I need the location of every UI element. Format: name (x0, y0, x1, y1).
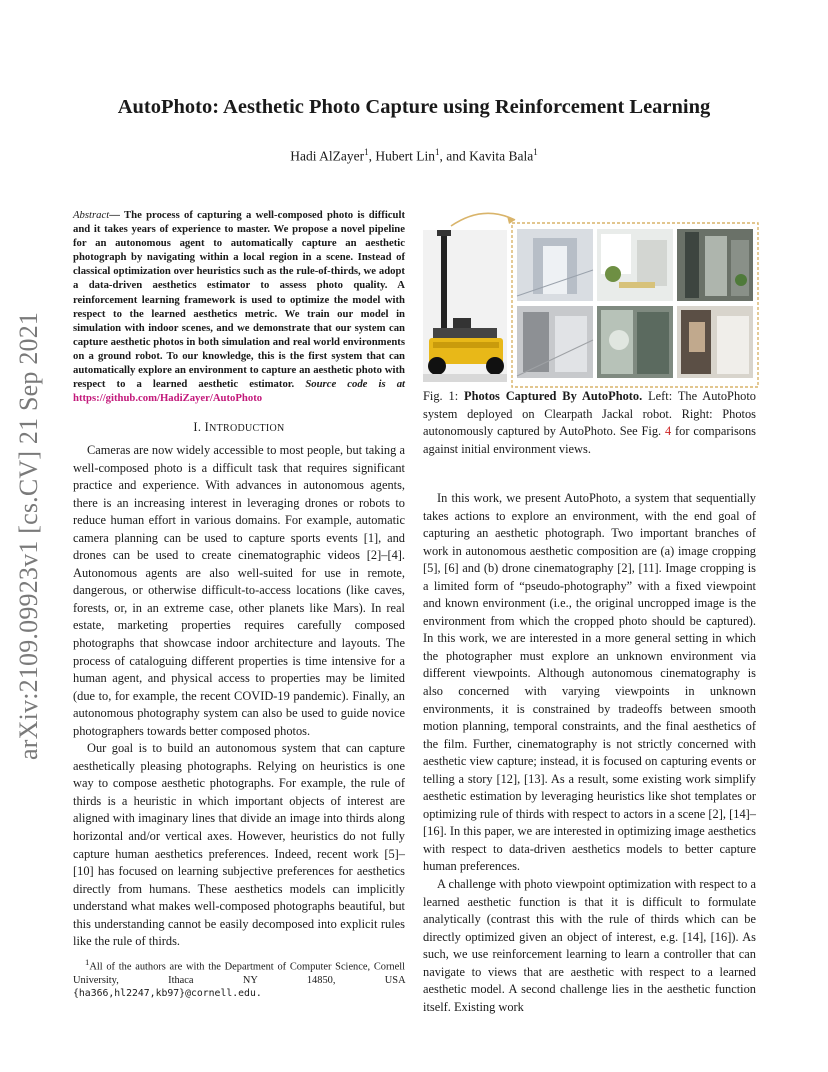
paragraph: Cameras are now widely accessible to most people, but taking a well-composed photo is a difficult task that requires significant practice and experience. With advances in autonomous agents, there is an increasing interest in leveraging drones or robots to reduce human effort in various domains. For example, automatic camera planning can be used to capture sports events [1], and drones can be used to create cinematographic videos [2]–[4]. Autonomous agents are also well-suited for use in remote, dangerous, or otherwise difficult-to-access locations (like caves, forests, or, in an extreme case, other planets like Mars). In real estate, marketing properties requires carefully composed photographs that showcase indoor architecture and layouts. The process of cataloguing different properties is time intensive for a human agent, and physical access to properties may be limited (due to, for example, the recent COVID-19 pandemic). Finally, an autonomous photography system can also be used to guide novice photographers towards better composed photos. (73, 443, 405, 738)
abstract-label: Abstract (73, 209, 110, 221)
section-title-initial: I (204, 420, 210, 434)
section-title-rest: NTRODUCTION (209, 423, 285, 434)
section-number: I. (193, 420, 205, 434)
figure-1 (423, 200, 763, 390)
captured-photo (597, 229, 673, 301)
affiliation-mark: 1 (533, 147, 538, 157)
paper-title: AutoPhoto: Aesthetic Photo Capture using Reinforcement Learning (117, 96, 711, 118)
author-separator: , (368, 148, 376, 164)
footnote (73, 956, 405, 1001)
figure-caption (423, 388, 756, 458)
figure-label: Fig. 1: (423, 389, 465, 403)
caption-text: Left: The AutoPhoto system deployed on Clearpath Jackal robot. Right: Photos autonomously captured by AutoPhoto. See Fig. (423, 389, 756, 439)
source-code-link[interactable]: https://github.com/HadiZayer/AutoPhoto (73, 392, 263, 405)
captured-photo (517, 306, 593, 378)
author-name: Hubert Lin (375, 148, 435, 164)
right-column-body (423, 490, 756, 1016)
abstract-dash: — (109, 209, 124, 221)
affiliation-mark: 1 (364, 147, 369, 157)
captured-photo (677, 306, 753, 378)
author-separator: , and (439, 148, 470, 164)
footnote-mark: 1 (85, 957, 90, 967)
abstract (73, 208, 405, 405)
intro-body (73, 442, 405, 951)
captured-photo (597, 306, 673, 378)
abstract-text: The process of capturing a well-composed photo is difficult and it takes years of experience to master. We propose a novel pipeline for an autonomous agent to automatically capture an aesthetic photograph by navigating within a local region in a scene. Instead of classical optimization over heuristics such as the rule-of-thirds, we adopt a data-driven aesthetics estimator to assess photo quality. A reinforcement learning framework is used to optimize the model with respect to the learned aesthetics metric. We train our model in simulation with indoor scenes, and we demonstrate that our system can capture aesthetic photos in both simulation and real world environments on a ground robot. To our knowledge, this is the first system that can automatically explore an environment to capture an aesthetic photo with respect to a learned aesthetic estimator. (73, 209, 405, 391)
source-code-label: Source code is at (305, 378, 406, 391)
paragraph: Our goal is to build an autonomous system that can capture aesthetically pleasing photographs. Relying on heuristics is one way to compose aesthetic photographs. For example, the rule of thirds is a heuristic in which important objects of interest are aligned with imaginary lines that divide an image into thirds along horizontal and/or vertical axes. However, heuristics do not fully capture human aesthetics preferences. Indeed, recent work [5]–[10] has focused on learning subjective preferences for aesthetics directly from humans. These aesthetics models can implicitly understand what makes well-composed photographs beautiful, but this understanding cannot be easily decomposed into explicit rules like the rule of thirds. (73, 741, 405, 949)
section-heading (73, 420, 405, 435)
arrow-icon (451, 213, 515, 226)
author-list (0, 147, 828, 165)
affiliation-mark: 1 (435, 147, 440, 157)
captured-photo (677, 229, 753, 301)
figure-reference-link[interactable]: 4 (665, 424, 672, 439)
robot-photo (423, 230, 507, 382)
paragraph: A challenge with photo viewpoint optimization with respect to a learned aesthetic function is that it is difficult to formulate analytically (contrast this with the rule of thirds which can be directly optimized given an object of interest, e.g. [14], [16]). As such, we use reinforcement learning to learn a controller that can navigate to views that are aesthetic with respect to a learned aesthetic model. A second challenge lies in the aesthetic function itself. Existing work (423, 877, 756, 1014)
caption-text: for comparisons against initial environment views. (423, 424, 756, 456)
footnote-emails: {ha366,hl2247,kb97}@cornell.edu. (73, 988, 262, 1000)
arxiv-stamp: arXiv:2109.09923v1 [cs.CV] 21 Sep 2021 (14, 311, 43, 760)
author-name: Kavita Bala (469, 148, 534, 164)
author-name: Hadi AlZayer (290, 148, 365, 164)
figure-title: Photos Captured By AutoPhoto. (464, 389, 643, 403)
paragraph: In this work, we present AutoPhoto, a system that sequentially takes actions to explore an environment, with the end goal of capturing an aesthetic photograph. Two important branches of work in autonomous aesthetic composition are (a) image cropping [5], [6] and (b) drone cinematography [2], [11]. Image cropping is a limited form of “pseudo-photography” with a fixed viewpoint and known environment (i.e., the original uncropped image is the environment from which the cropped photo should be captured). In this work, we are interested in a more general setting in which the photographer must explore an unknown environment via different viewpoints. Although autonomous cinematography is also concerned with varying viewpoints in unknown environments, it is constrained by tradeoffs between smooth motion planning, temporal constraints, and the final aesthetics of the film. Further, cinematography is not strictly concerned with aesthetic view capture; instead, it is focused on capturing events or telling a story [12], [13]. As a result, some existing work simplify aesthetic estimation by leveraging heuristics like shot templates or optimizing rule of thirds with respect to actors in a scene [2], [14]–[16]. In this paper, we are interested in optimizing image aesthetics with respect to data-driven aesthetics models to better capture human preferences. (423, 491, 756, 874)
footnote-text: All of the authors are with the Department of Computer Science, Cornell University, Ithaca NY 14850, USA (73, 961, 405, 986)
captured-photo (517, 229, 593, 301)
